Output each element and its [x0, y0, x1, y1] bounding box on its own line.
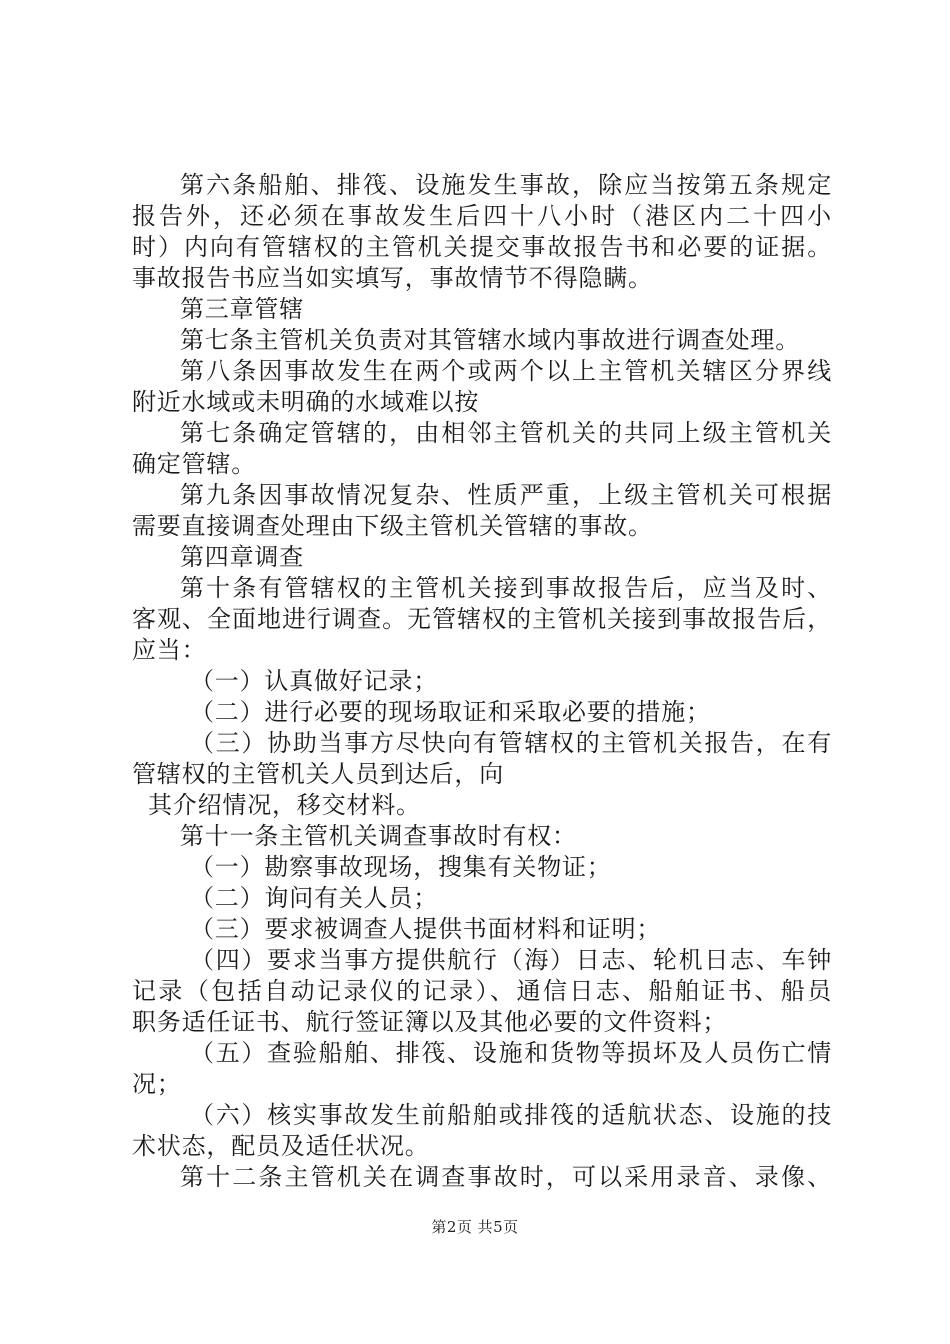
text-line: 确定管辖。 — [132, 450, 256, 478]
list-item: （六）核实事故发生前船舶或排筏的适航状态、设施的技 — [190, 1101, 832, 1129]
document-body — [132, 170, 832, 1193]
text-line: 应当： — [132, 636, 207, 664]
text-line: 第十二条主管机关在调查事故时，可以采用录音、录像、 — [180, 1163, 832, 1191]
text-line: 附近水域或未明确的水域难以按 — [132, 388, 480, 416]
text-line: 术状态，配员及适任状况。 — [132, 1132, 430, 1160]
text-line: 第七条确定管辖的，由相邻主管机关的共同上级主管机关 — [180, 419, 832, 447]
text-line: 客观、全面地进行调查。无管辖权的主管机关接到事故报告后， — [132, 605, 832, 633]
list-item: （五）查验船舶、排筏、设施和货物等损坏及人员伤亡情 — [190, 1039, 832, 1067]
page-number-footer: 第2页 共5页 — [431, 1218, 519, 1236]
text-line: 事故报告书应当如实填写，事故情节不得隐瞒。 — [132, 264, 653, 292]
list-item: （三）要求被调查人提供书面材料和证明； — [190, 915, 662, 943]
text-line: 第六条船舶、排筏、设施发生事故，除应当按第五条规定 — [180, 171, 832, 199]
text-line: 第七条主管机关负责对其管辖水域内事故进行调查处理。 — [180, 326, 800, 354]
list-item: （三）协助当事方尽快向有管辖权的主管机关报告，在有 — [190, 729, 832, 757]
list-item: （一）勘察事故现场，搜集有关物证； — [190, 853, 612, 881]
list-item: （一）认真做好记录； — [190, 667, 438, 695]
text-line: 职务适任证书、航行签证簿以及其他必要的文件资料； — [132, 1008, 728, 1036]
text-line: 第十一条主管机关调查事故时有权： — [180, 822, 577, 850]
text-line: 第八条因事故发生在两个或两个以上主管机关辖区分界线 — [180, 357, 832, 385]
chapter-heading: 第四章调查 — [180, 543, 304, 571]
text-line: 其介绍情况，移交材料。 — [148, 791, 421, 819]
text-line: 需要直接调查处理由下级主管机关管辖的事故。 — [132, 512, 653, 540]
text-line: 报告外，还必须在事故发生后四十八小时（港区内二十四小 — [132, 202, 832, 230]
list-item: （四）要求当事方提供航行（海）日志、轮机日志、车钟 — [190, 946, 832, 974]
text-line: 第九条因事故情况复杂、性质严重，上级主管机关可根据 — [180, 481, 832, 509]
text-line: 管辖权的主管机关人员到达后，向 — [132, 760, 504, 788]
list-item: （二）询问有关人员； — [190, 884, 438, 912]
text-line: 时）内向有管辖权的主管机关提交事故报告书和必要的证据。 — [132, 233, 832, 261]
text-line: 况； — [132, 1070, 182, 1098]
text-line: 第十条有管辖权的主管机关接到事故报告后，应当及时、 — [180, 574, 832, 602]
text-line: 记录（包括自动记录仪的记录）、通信日志、船舶证书、船员 — [132, 977, 832, 1005]
chapter-heading: 第三章管辖 — [180, 295, 304, 323]
list-item: （二）进行必要的现场取证和采取必要的措施； — [190, 698, 711, 726]
